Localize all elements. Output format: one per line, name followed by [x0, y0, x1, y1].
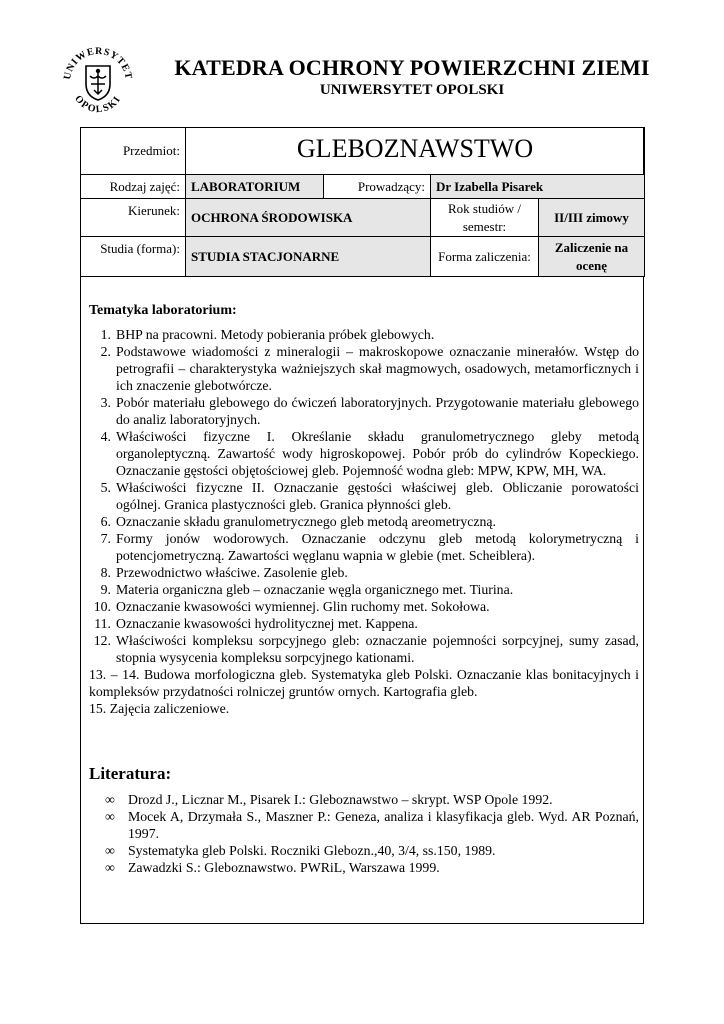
list-item: 15. Zajęcia zaliczeniowe.: [89, 701, 230, 716]
lab-topics-title: Tematyka laboratorium:: [89, 303, 237, 318]
list-item: 9. Materia organiczna gleb – oznaczanie węgla organicznego met. Tiurina.: [100, 582, 514, 597]
assessment-value: Zaliczenie na ocenę: [539, 237, 645, 277]
infinity-bullet-icon: ∞: [105, 792, 115, 807]
list-item: 13. – 14. Budowa morfologiczna gleb. Systematyka gleb Polski. Oznaczanie klas bonitacyjnych i kompleksów przydatności rolniczej gruntów ornych. Kartografia gleb.: [89, 667, 639, 699]
list-item: 6. Oznaczanie składu granulometrycznego gleb metodą areometryczną.: [100, 514, 497, 529]
list-item: 11. Oznaczanie kwasowości hydrolitycznej met. Kappena.: [94, 616, 418, 631]
prowadzacy-label: Prowadzący:: [324, 175, 431, 199]
lab-topics-list: [89, 326, 639, 717]
literature-list: [105, 791, 639, 876]
class-type-value: LABORATORIUM: [186, 175, 324, 199]
list-item: 2. Podstawowe wiadomości z mineralogii – makroskopowe oznaczanie minerałów. Wstęp do petrografii – charakterystyka ważniejszych skał magmowych, osadowych, metamorficznych i ich znaczenie glebotwórcze.: [100, 344, 639, 393]
field-of-study-value: OCHRONA ŚRODOWISKA: [186, 199, 431, 237]
department-title: KATEDRA OCHRONY POWIERZCHNI ZIEMI: [174, 55, 650, 80]
forma-label: Forma zaliczenia:: [431, 237, 539, 277]
infinity-bullet-icon: ∞: [105, 843, 115, 858]
instructor-value: Dr Izabella Pisarek: [431, 175, 645, 199]
list-item: 7. Formy jonów wodorowych. Oznaczanie odczynu gleb metodą kolorymetryczną i potencjometryczną. Zawartości węglanu wapnia w glebie (met. Scheiblera).: [100, 531, 639, 563]
list-item: 3. Pobór materiału glebowego do ćwiczeń laboratoryjnych. Przygotowanie materiału glebowego do analiz laboratoryjnych.: [100, 395, 639, 427]
course-name: GLEBOZNAWSTWO: [186, 128, 645, 175]
university-name: UNIWERSYTET OPOLSKI: [319, 82, 505, 98]
rodzaj-label: Rodzaj zajęć:: [81, 175, 186, 199]
list-item: 8. Przewodnictwo właściwe. Zasolenie gleb.: [100, 565, 348, 580]
year-semester-value: II/III zimowy: [539, 199, 645, 237]
course-info-table: [80, 127, 645, 277]
list-item: 12. Właściwości kompleksu sorpcyjnego gleb: oznaczanie pojemności sorpcyjnej, sumy zasad, stopnia wysycenia kompleksu sorpcyjnego kationami.: [93, 633, 639, 665]
list-item: 5. Właściwości fizyczne II. Oznaczanie gęstości właściwej gleb. Obliczanie porowatości ogólnej. Granica plastyczności gleb. Granica płynności gleb.: [100, 480, 639, 512]
svg-text:UNIWERSYTET: UNIWERSYTET: [61, 45, 135, 81]
list-item: 1. BHP na pracowni. Metody pobierania próbek glebowych.: [100, 327, 435, 342]
list-item: ∞ Drozd J., Licznar M., Pisarek I.: Gleboznawstwo – skrypt. WSP Opole 1992.: [105, 792, 553, 807]
svg-text:OPOLSKI: OPOLSKI: [72, 93, 124, 116]
lab-topics-section: [89, 302, 639, 717]
list-item: ∞ Zawadzki S.: Gleboznawstwo. PWRiL, Warszawa 1999.: [105, 860, 440, 875]
list-item: 4. Właściwości fizyczne I. Określanie składu granulometrycznego gleby metodą organoleptyczną. Zawartość wody higroskopowej. Pobór prób do cylindrów Kopeckiego. Oznaczanie gęstości objętościowej gleb. Pojemność wodna gleb: MPW, KPW, MH, WA.: [100, 429, 639, 478]
list-item: ∞ Systematyka gleb Polski. Roczniki Glebozn.,40, 3/4, ss.150, 1989.: [105, 843, 496, 858]
list-item: ∞ Mocek A, Drzymała S., Maszner P.: Geneza, analiza i klasyfikacja gleb. Wyd. AR Poznań, 1997.: [105, 809, 639, 841]
study-form-value: STUDIA STACJONARNE: [186, 237, 431, 277]
university-seal-logo: [58, 40, 138, 120]
list-item: 10. Oznaczanie kwasowości wymiennej. Glin ruchomy met. Sokołowa.: [93, 599, 490, 614]
rok-label: Rok studiów / semestr:: [431, 199, 539, 237]
infinity-bullet-icon: ∞: [105, 860, 115, 875]
studia-label: Studia (forma):: [81, 237, 186, 277]
literature-title: Literatura:: [89, 764, 172, 783]
kierunek-label: Kierunek:: [81, 199, 186, 237]
przedmiot-label: Przedmiot:: [81, 128, 186, 175]
infinity-bullet-icon: ∞: [105, 809, 115, 824]
